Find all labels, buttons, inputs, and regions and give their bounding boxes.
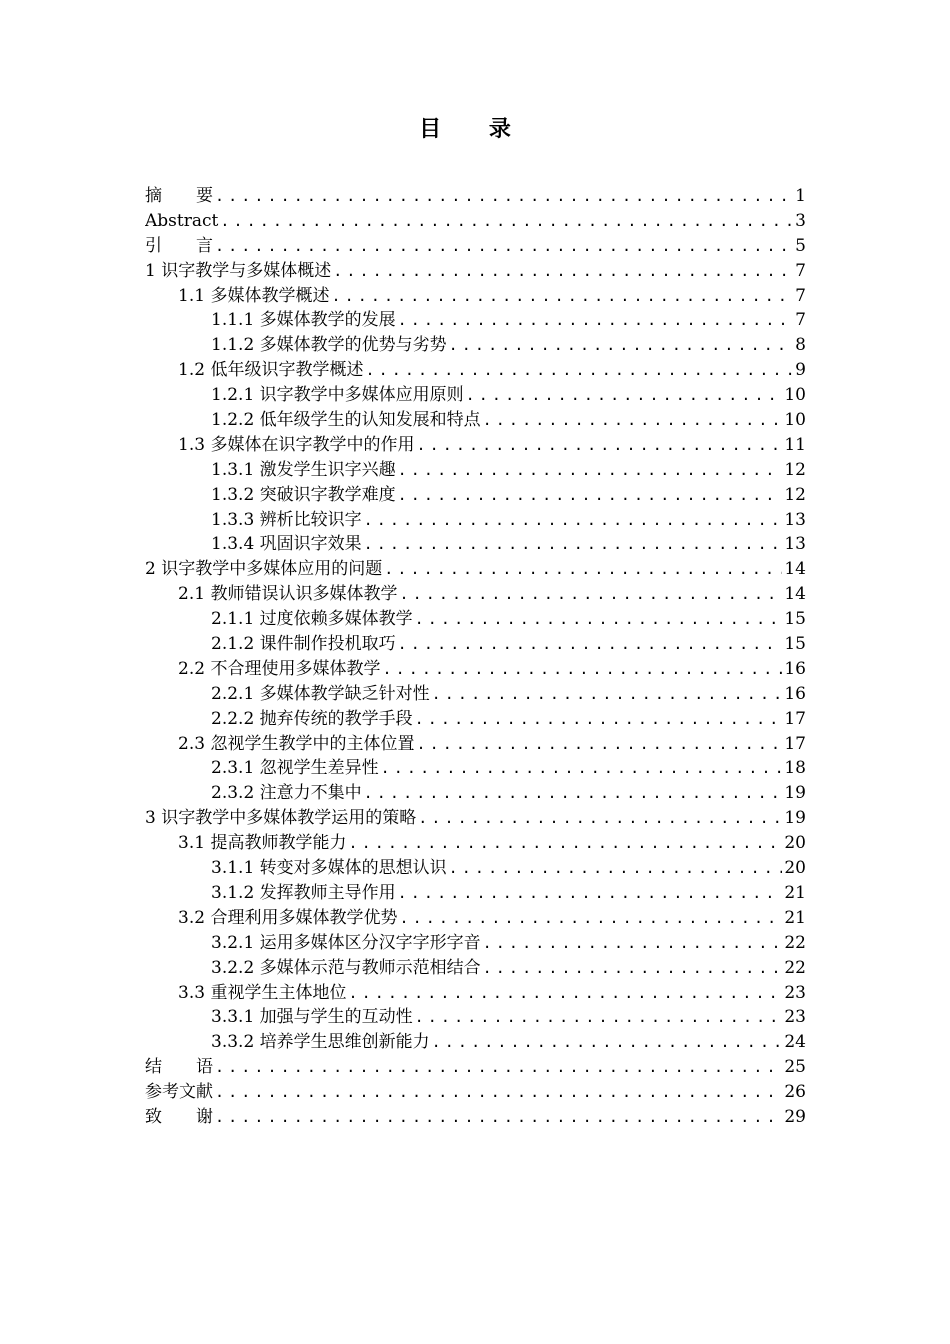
toc-entry-page: 10 — [784, 410, 806, 431]
toc-entry[interactable] — [145, 632, 806, 657]
toc-entry-label: 3.2.1 运用多媒体区分汉字字形字音 — [211, 932, 481, 953]
toc-entry-page: 12 — [784, 484, 806, 505]
toc-dot-leader — [432, 682, 783, 707]
toc-entry-label: Abstract — [145, 210, 219, 231]
toc-entry[interactable] — [145, 1105, 806, 1130]
toc-entry-label: 致 谢 — [145, 1106, 213, 1127]
toc-entry-label: 2.2 不合理使用多媒体教学 — [178, 658, 381, 679]
toc-dot-leader — [215, 184, 793, 209]
toc-entry-page: 22 — [784, 932, 806, 953]
toc-entry-label: 结 语 — [145, 1057, 213, 1078]
toc-entry[interactable] — [145, 308, 806, 333]
toc-dot-leader — [348, 981, 782, 1006]
toc-entry-label: 3.2.2 多媒体示范与教师示范相结合 — [211, 957, 481, 978]
toc-entry-page: 7 — [795, 310, 806, 331]
toc-entry-label: 3.3 重视学生主体地位 — [178, 982, 347, 1003]
toc-dot-leader — [215, 1105, 782, 1130]
toc-entry-page: 15 — [784, 609, 806, 630]
toc-entry-page: 12 — [784, 459, 806, 480]
toc-entry-label: 3.1 提高教师教学能力 — [178, 833, 347, 854]
toc-dot-leader — [483, 408, 783, 433]
toc-entry-label: 1.1 多媒体教学概述 — [178, 285, 330, 306]
toc-entry-label: 3.2 合理利用多媒体教学优势 — [178, 907, 398, 928]
toc-entry-label: 3.3.1 加强与学生的互动性 — [211, 1007, 413, 1028]
toc-entry-label: 2.1.1 过度依赖多媒体教学 — [211, 609, 413, 630]
toc-dot-leader — [381, 756, 783, 781]
toc-dot-leader — [398, 632, 783, 657]
toc-entry-label: 2.3.1 忽视学生差异性 — [211, 758, 379, 779]
toc-entry[interactable] — [145, 184, 806, 209]
toc-entry-page: 20 — [784, 858, 806, 879]
toc-entry-page: 13 — [784, 534, 806, 555]
toc-entry-label: 2.1 教师错误认识多媒体教学 — [178, 584, 398, 605]
toc-entry-label: 3.1.2 发挥教师主导作用 — [211, 882, 396, 903]
toc-entry-page: 1 — [795, 186, 806, 206]
toc-entry-page: 18 — [784, 758, 806, 779]
toc-entry-label: 1 识字教学与多媒体概述 — [145, 260, 332, 281]
toc-entry[interactable] — [145, 333, 806, 358]
toc-entry[interactable] — [145, 781, 806, 806]
toc-entry[interactable] — [145, 657, 806, 682]
toc-dot-leader — [398, 458, 783, 483]
toc-entry[interactable] — [145, 1080, 806, 1105]
toc-dot-leader — [382, 657, 782, 682]
toc-dot-leader — [432, 1030, 783, 1055]
toc-entry[interactable] — [145, 607, 806, 632]
toc-entry[interactable] — [145, 1055, 806, 1080]
toc-dot-leader — [483, 956, 783, 981]
toc-entry[interactable] — [145, 732, 806, 757]
toc-entry-label: 2.2.1 多媒体教学缺乏针对性 — [211, 683, 430, 704]
toc-entry[interactable] — [145, 582, 806, 607]
toc-entry-page: 10 — [784, 385, 806, 406]
toc-dot-leader — [398, 881, 783, 906]
toc-entry[interactable] — [145, 906, 806, 931]
toc-entry-page: 16 — [784, 683, 806, 704]
toc-entry[interactable] — [145, 532, 806, 557]
toc-entry-page: 29 — [784, 1106, 806, 1127]
toc-dot-leader — [365, 358, 793, 383]
toc-entry[interactable] — [145, 358, 806, 383]
toc-entry-label: 2 识字教学中多媒体应用的问题 — [145, 559, 383, 580]
toc-entry[interactable] — [145, 707, 806, 732]
toc-entry-page: 15 — [784, 634, 806, 655]
toc-dot-leader — [483, 931, 783, 956]
toc-dot-leader — [398, 308, 794, 333]
toc-entry-page: 16 — [784, 658, 806, 679]
toc-entry-label: 1.3.3 辨析比较识字 — [211, 509, 362, 530]
toc-entry-page: 23 — [784, 982, 806, 1003]
toc-entry[interactable] — [145, 259, 806, 284]
toc-entry-page: 17 — [784, 733, 806, 754]
toc-entry-page: 8 — [795, 335, 806, 356]
toc-dot-leader — [415, 607, 783, 632]
toc-dot-leader — [215, 1080, 782, 1105]
toc-dot-leader — [415, 1005, 783, 1030]
toc-entry[interactable] — [145, 433, 806, 458]
toc-entry-label: 参考文献 — [145, 1082, 213, 1103]
toc-entry-page: 23 — [784, 1007, 806, 1028]
toc-entry[interactable] — [145, 408, 806, 433]
toc-dot-leader — [215, 234, 793, 259]
toc-entry[interactable] — [145, 881, 806, 906]
toc-entry[interactable] — [145, 284, 806, 309]
toc-entry-page: 11 — [784, 434, 806, 455]
toc-entry-label: 3 识字教学中多媒体教学运用的策略 — [145, 808, 417, 829]
page-title: 目 录 — [419, 117, 531, 142]
toc-dot-leader — [384, 557, 782, 582]
toc-dot-leader — [418, 806, 782, 831]
toc-entry-page: 26 — [784, 1082, 806, 1103]
toc-dot-leader — [398, 483, 783, 508]
toc-entry-page: 7 — [795, 285, 806, 306]
toc-dot-leader — [364, 508, 783, 533]
toc-entry-label: 1.3 多媒体在识字教学中的作用 — [178, 434, 415, 455]
toc-entry-label: 2.3 忽视学生教学中的主体位置 — [178, 733, 415, 754]
toc-dot-leader — [364, 781, 783, 806]
toc-entry-page: 21 — [784, 882, 806, 903]
toc-entry-page: 20 — [784, 833, 806, 854]
toc-entry-page: 25 — [784, 1057, 806, 1078]
toc-entry-page: 21 — [784, 907, 806, 928]
toc-entry[interactable] — [145, 956, 806, 981]
toc-entry[interactable] — [145, 1030, 806, 1055]
toc-entry-page: 3 — [795, 210, 806, 231]
toc-entry-label: 1.3.1 激发学生识字兴趣 — [211, 459, 396, 480]
toc-entry-page: 19 — [784, 808, 806, 829]
toc-dot-leader — [399, 582, 782, 607]
toc-entry-label: 1.2.1 识字教学中多媒体应用原则 — [211, 385, 464, 406]
toc-dot-leader — [416, 433, 782, 458]
toc-entry[interactable] — [145, 508, 806, 533]
toc-entry[interactable] — [145, 383, 806, 408]
toc-entry-page: 5 — [795, 235, 806, 256]
table-of-contents — [145, 184, 806, 1130]
toc-entry-label: 1.3.4 巩固识字效果 — [211, 534, 362, 555]
toc-entry[interactable] — [145, 483, 806, 508]
toc-entry-label: 1.1.2 多媒体教学的优势与劣势 — [211, 335, 447, 356]
toc-entry[interactable] — [145, 682, 806, 707]
toc-entry[interactable] — [145, 931, 806, 956]
toc-entry-label: 1.3.2 突破识字教学难度 — [211, 484, 396, 505]
toc-entry-page: 9 — [795, 360, 806, 381]
toc-entry-page: 14 — [784, 584, 806, 605]
toc-dot-leader — [220, 209, 793, 234]
toc-entry[interactable] — [145, 831, 806, 856]
toc-entry-label: 1.1.1 多媒体教学的发展 — [211, 310, 396, 331]
toc-entry-label: 2.3.2 注意力不集中 — [211, 783, 362, 804]
toc-entry-label: 2.1.2 课件制作投机取巧 — [211, 634, 396, 655]
toc-dot-leader — [399, 906, 782, 931]
toc-entry[interactable] — [145, 756, 806, 781]
toc-entry-label: 1.2 低年级识字教学概述 — [178, 360, 364, 381]
toc-entry-page: 19 — [784, 783, 806, 804]
toc-entry-label: 1.2.2 低年级学生的认知发展和特点 — [211, 410, 481, 431]
toc-entry-label: 摘 要 — [145, 186, 213, 206]
toc-dot-leader — [215, 1055, 782, 1080]
toc-entry[interactable] — [145, 458, 806, 483]
toc-entry[interactable] — [145, 856, 806, 881]
toc-dot-leader — [449, 333, 794, 358]
toc-dot-leader — [466, 383, 783, 408]
toc-entry-page: 7 — [795, 260, 806, 281]
toc-entry[interactable] — [145, 209, 806, 234]
toc-dot-leader — [333, 259, 793, 284]
toc-dot-leader — [331, 284, 793, 309]
toc-entry-page: 17 — [784, 708, 806, 729]
toc-entry-page: 24 — [784, 1032, 806, 1053]
toc-dot-leader — [449, 856, 783, 881]
toc-entry[interactable] — [145, 1005, 806, 1030]
toc-entry-page: 14 — [784, 559, 806, 580]
toc-dot-leader — [348, 831, 782, 856]
toc-entry-page: 22 — [784, 957, 806, 978]
toc-entry-label: 3.3.2 培养学生思维创新能力 — [211, 1032, 430, 1053]
toc-entry-label: 3.1.1 转变对多媒体的思想认识 — [211, 858, 447, 879]
toc-dot-leader — [364, 532, 783, 557]
toc-entry-label: 2.2.2 抛弃传统的教学手段 — [211, 708, 413, 729]
toc-dot-leader — [416, 732, 782, 757]
toc-entry-page: 13 — [784, 509, 806, 530]
toc-entry[interactable] — [145, 806, 806, 831]
toc-dot-leader — [415, 707, 783, 732]
toc-entry[interactable] — [145, 234, 806, 259]
toc-entry[interactable] — [145, 981, 806, 1006]
toc-entry[interactable] — [145, 557, 806, 582]
toc-entry-label: 引 言 — [145, 235, 213, 256]
